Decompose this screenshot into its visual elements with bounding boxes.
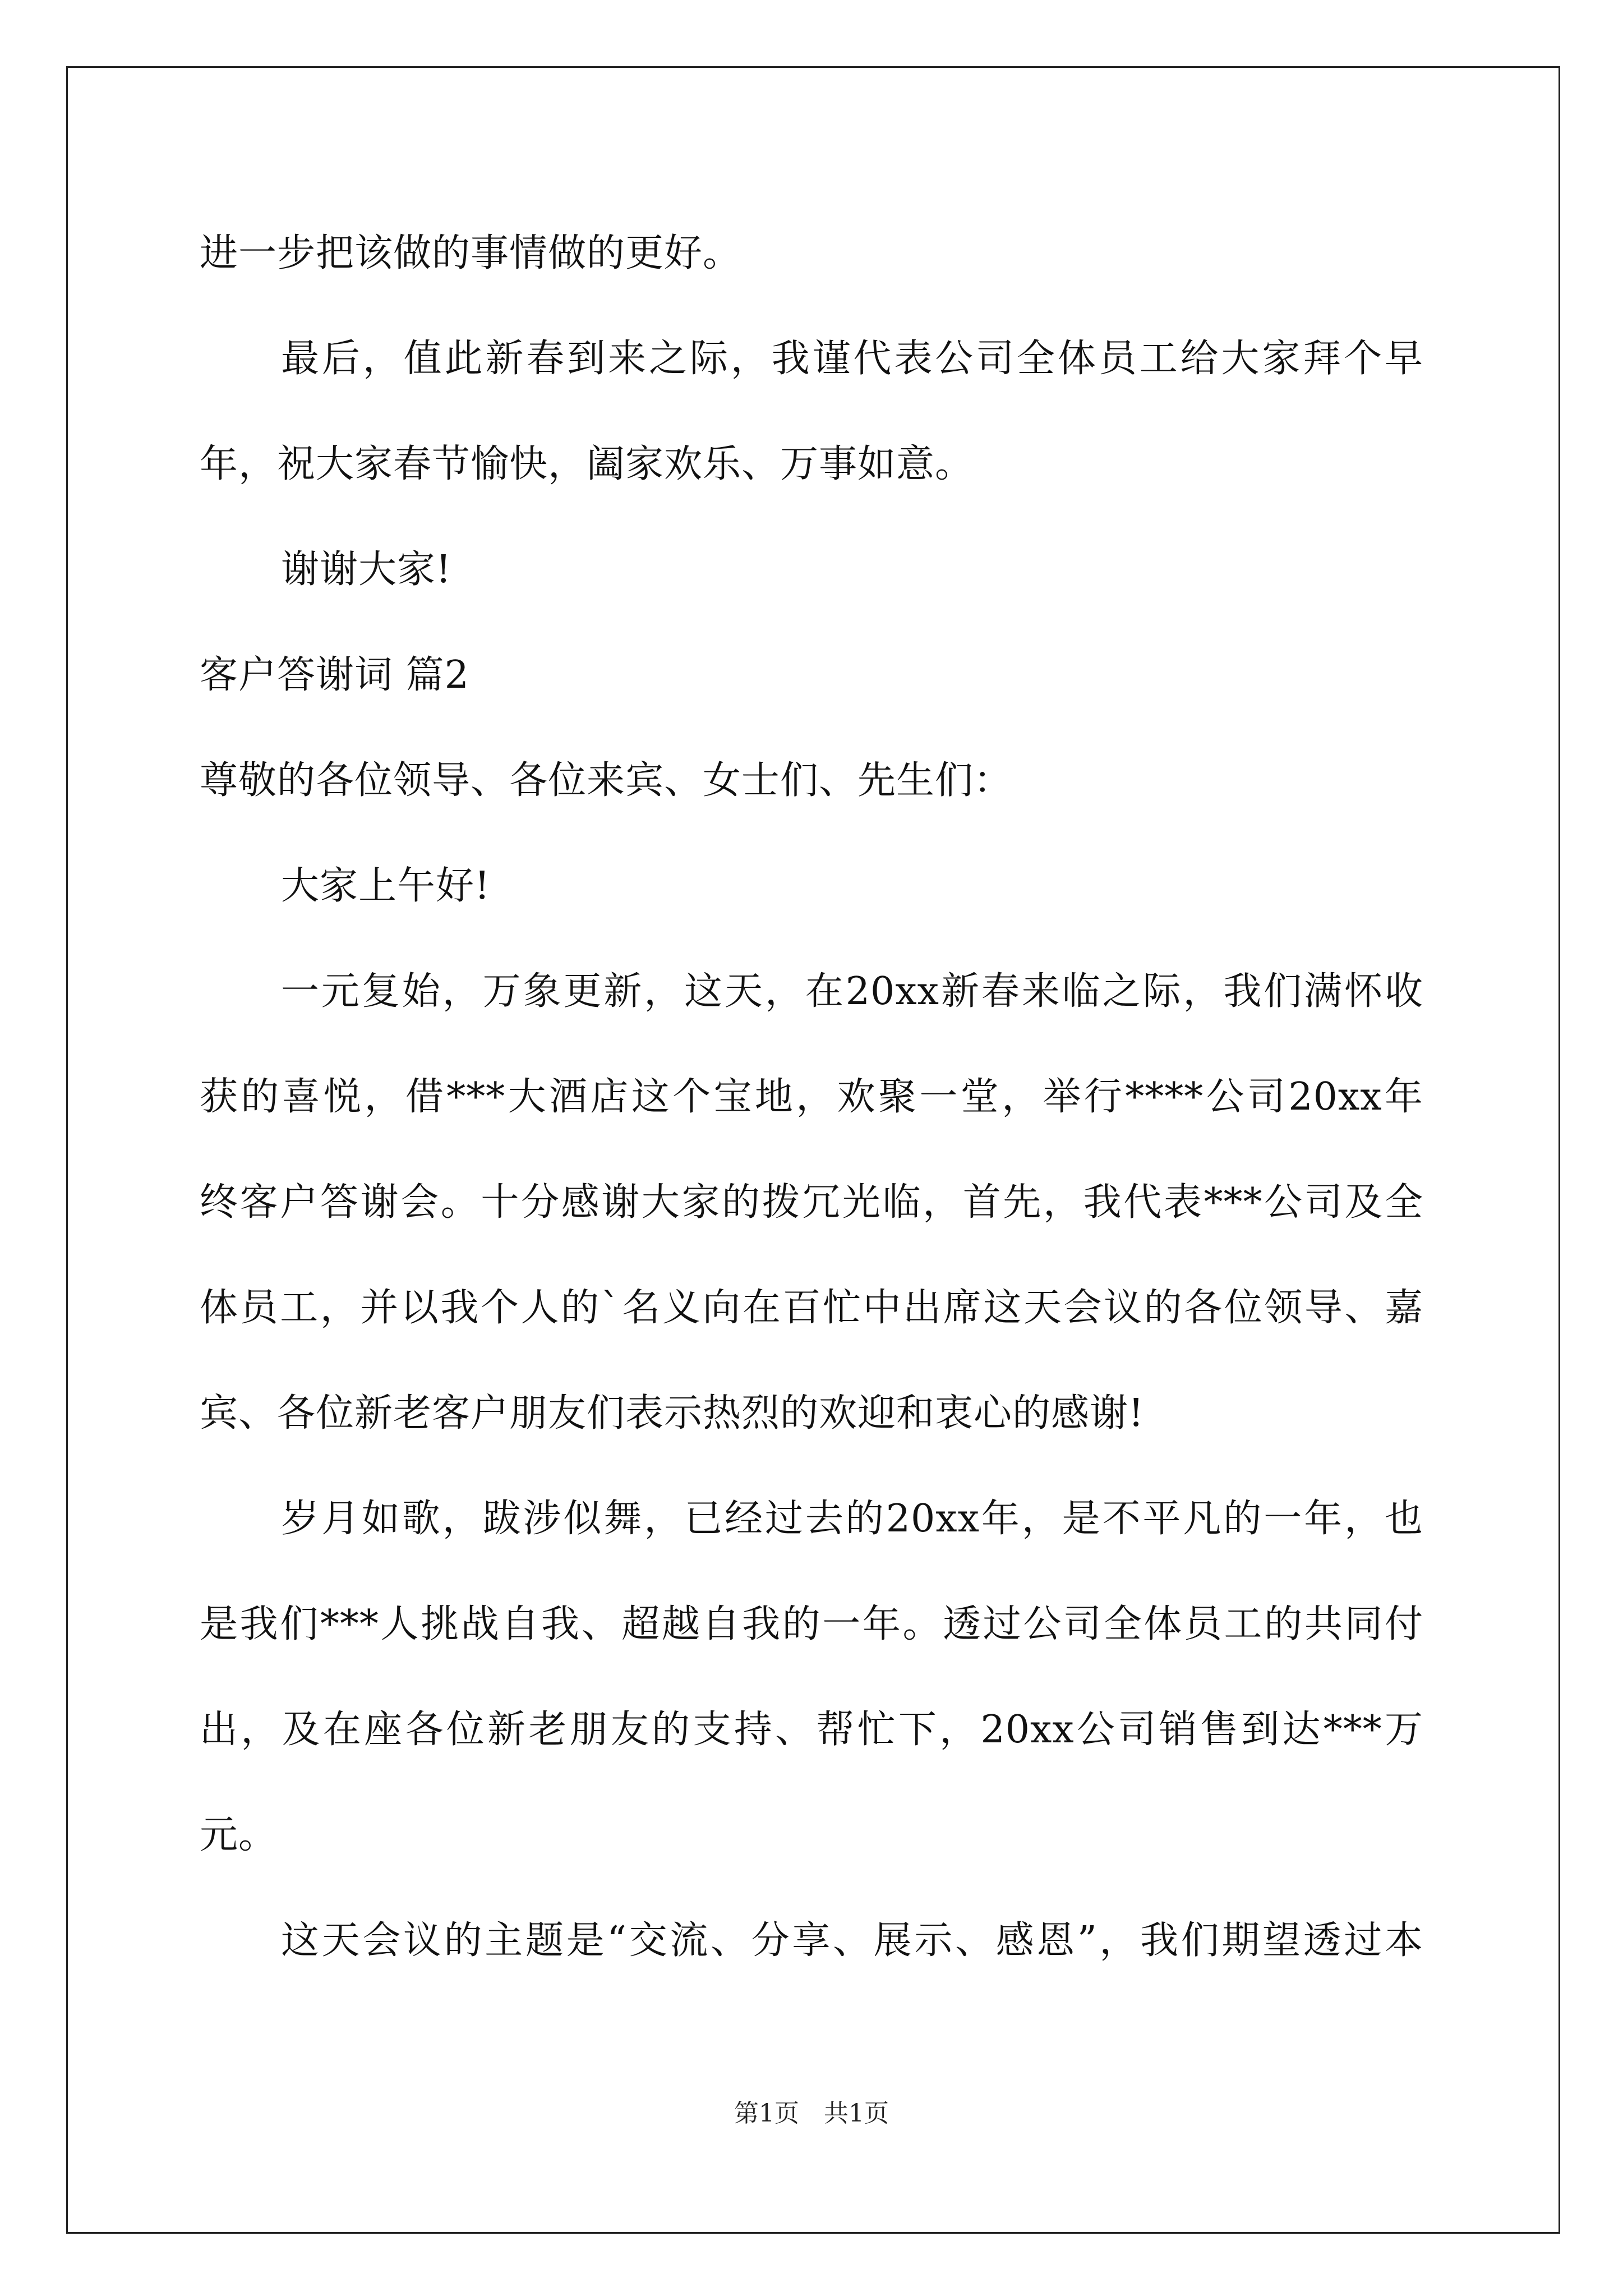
page-number-total: 共1页 bbox=[824, 2099, 889, 2128]
paragraph-line: 终客户答谢会。十分感谢大家的拨冗光临，首先，我代表***公司及全 bbox=[200, 1180, 1423, 1225]
paragraph-line: 进一步把该做的事情做的更好。 bbox=[200, 231, 742, 275]
page-number-current: 第1页 bbox=[734, 2099, 799, 2128]
page-border bbox=[66, 66, 1560, 2234]
paragraph-line: 谢谢大家! bbox=[281, 547, 452, 592]
paragraph-line: 元。 bbox=[200, 1813, 278, 1857]
greeting-line: 大家上午好! bbox=[281, 864, 491, 908]
paragraph-line: 这天会议的主题是“交流、分享、展示、感恩”，我们期望透过本 bbox=[281, 1918, 1423, 1963]
salutation-line: 尊敬的各位领导、各位来宾、女士们、先生们： bbox=[200, 758, 1013, 803]
paragraph-line: 是我们***人挑战自我、超越自我的一年。透过公司全体员工的共同付 bbox=[200, 1602, 1423, 1646]
paragraph-line: 宾、各位新老客户朋友们表示热烈的欢迎和衷心的感谢! bbox=[200, 1391, 1145, 1435]
section-heading: 客户答谢词 篇2 bbox=[200, 653, 469, 697]
paragraph-line: 最后，值此新春到来之际，我谨代表公司全体员工给大家拜个早 bbox=[281, 337, 1423, 381]
page-footer bbox=[0, 2099, 1623, 2128]
paragraph-line: 出，及在座各位新老朋友的支持、帮忙下，20xx公司销售到达***万 bbox=[200, 1708, 1423, 1752]
paragraph-line: 一元复始，万象更新，这天，在20xx新春来临之际，我们满怀收 bbox=[281, 969, 1423, 1014]
paragraph-line: 岁月如歌，跋涉似舞，已经过去的20xx年，是不平凡的一年，也 bbox=[281, 1497, 1423, 1541]
paragraph-line: 获的喜悦，借***大酒店这个宝地，欢聚一堂，举行****公司20xx年 bbox=[200, 1075, 1423, 1119]
paragraph-line: 年，祝大家春节愉快，阖家欢乐、万事如意。 bbox=[200, 442, 974, 486]
paragraph-line: 体员工，并以我个人的`名义向在百忙中出席这天会议的各位领导、嘉 bbox=[200, 1286, 1423, 1330]
